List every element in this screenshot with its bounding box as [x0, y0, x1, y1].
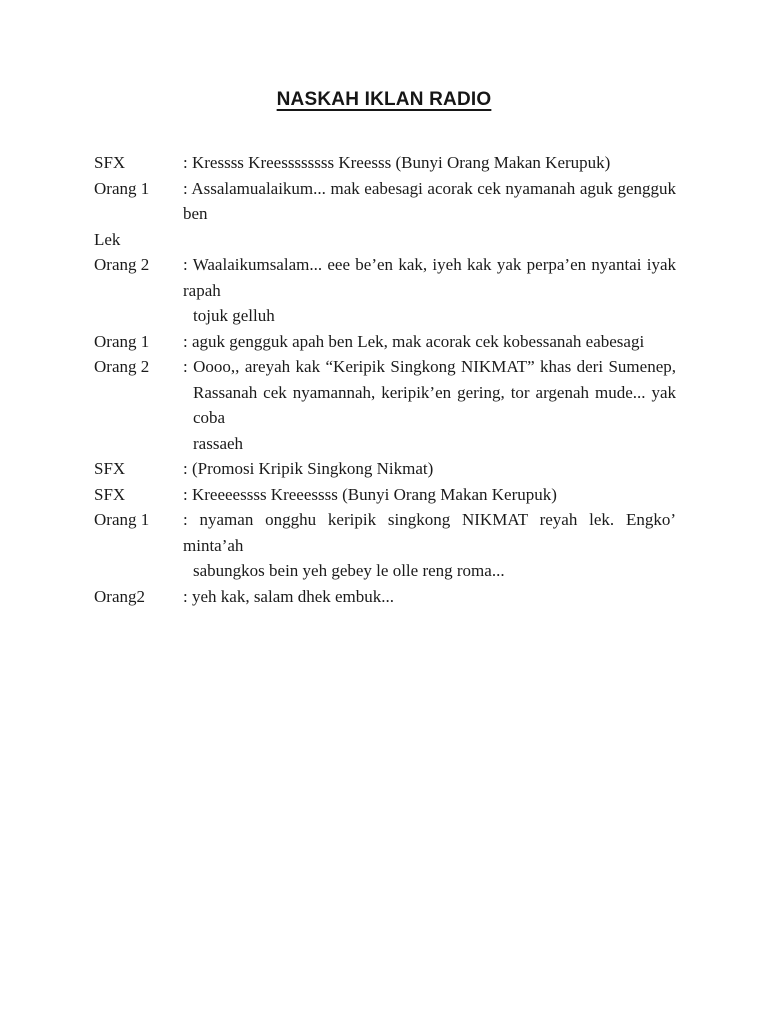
dialogue-text: : nyaman ongghu keripik singkong NIKMAT reyah lek. Engko’ minta’ah [183, 510, 676, 555]
speaker-label [94, 431, 183, 457]
dialogue-text: : (Promosi Kripik Singkong Nikmat) [183, 459, 434, 478]
speaker-label [94, 558, 183, 584]
script-line-orang2-2-continuation-2 [94, 431, 676, 457]
dialogue-text: : Assalamualaikum... mak eabesagi acorak cek nyamanah aguk gengguk ben [183, 178, 676, 223]
dialogue-text: : yeh kak, salam dhek embuk... [183, 586, 395, 606]
script-line-orang1-2 [94, 329, 676, 355]
dialogue-text: : Kreeeessss Kreeessss (Bunyi Orang Makan Kerupuk) [183, 484, 557, 504]
script-body [94, 150, 676, 609]
dialogue-text: : Waalaikumsalam... eee be’en kak, iyeh kak yak perpa’en nyantai iyak rapah [183, 255, 676, 300]
speaker-label: Orang 2 [94, 357, 150, 376]
speaker-label: SFX [94, 459, 126, 478]
dialogue-text [183, 227, 676, 253]
speaker-label: Orang 1 [94, 331, 150, 351]
speaker-label [94, 380, 183, 431]
script-line-orang2-2 [94, 354, 676, 380]
dialogue-text: : Oooo,, areyah kak “Keripik Singkong NIKMAT” khas deri Sumenep, [183, 357, 676, 376]
script-line-lek-continuation [94, 227, 676, 253]
script-line-orang1-3 [94, 507, 676, 558]
script-line-sfx-1 [94, 150, 676, 176]
script-line-orang2-1 [94, 252, 676, 303]
dialogue-text: Rassanah cek nyamannah, keripik’en gering, tor argenah mude... yak coba [193, 382, 676, 427]
script-line-sfx-2 [94, 456, 676, 482]
script-line-orang1-3-continuation [94, 558, 676, 584]
speaker-label: SFX [94, 153, 126, 172]
title-area [0, 0, 768, 115]
dialogue-text: rassaeh [193, 433, 244, 453]
dialogue-text: : Kressss Kreessssssss Kreesss (Bunyi Orang Makan Kerupuk) [183, 153, 611, 172]
dialogue-text: : aguk gengguk apah ben Lek, mak acorak cek kobessanah eabesagi [183, 331, 645, 351]
speaker-label: Lek [94, 229, 121, 249]
speaker-label [94, 303, 183, 329]
speaker-label: Orang 2 [94, 255, 150, 274]
dialogue-text: tojuk gelluh [193, 306, 275, 325]
dialogue-text: sabungkos bein yeh gebey le olle reng roma... [193, 561, 505, 580]
script-line-orang1-1 [94, 176, 676, 227]
script-line-orang2-2-continuation-1 [94, 380, 676, 431]
speaker-label: SFX [94, 484, 126, 504]
speaker-label: Orang 1 [94, 178, 150, 198]
speaker-label: Orang2 [94, 586, 145, 606]
document-title: NASKAH IKLAN RADIO [276, 89, 492, 110]
script-line-orang2-1-continuation [94, 303, 676, 329]
speaker-label: Orang 1 [94, 510, 150, 529]
script-line-orang2-3 [94, 584, 676, 610]
script-line-sfx-3 [94, 482, 676, 508]
